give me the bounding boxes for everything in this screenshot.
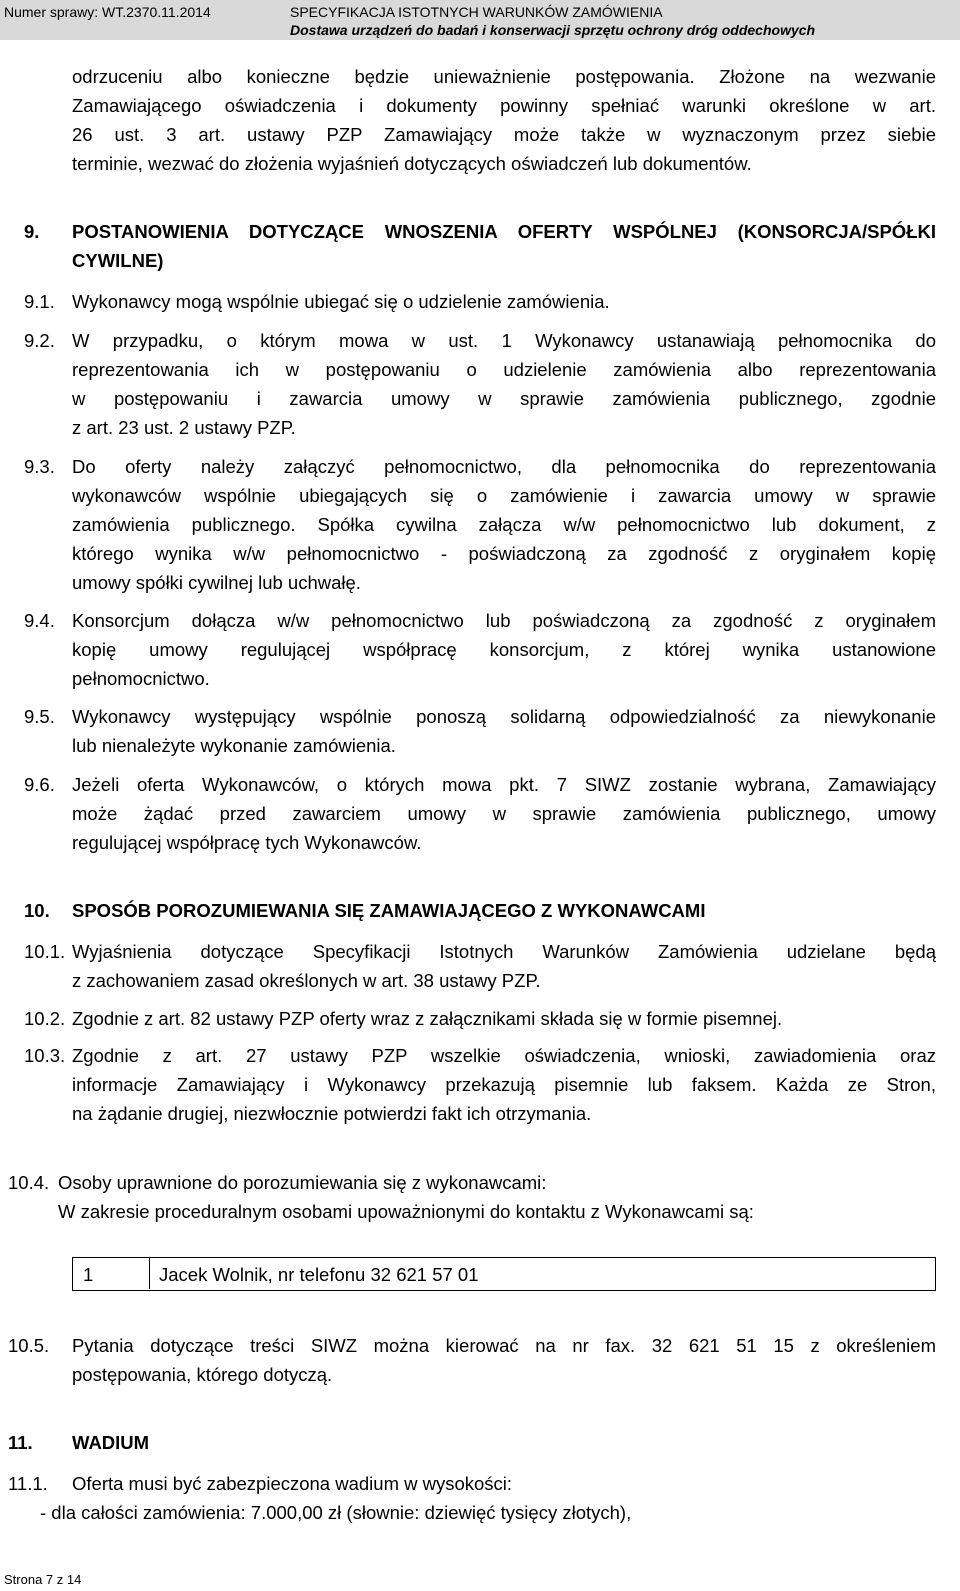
item-number: 9.4. [24,610,55,631]
item-text: Konsorcjum dołącza w/w pełnomocnictwo lub poświadczoną za zgodność z oryginałem [72,610,936,631]
item-text: lub nienależyte wykonanie zamówienia. [72,735,396,756]
contact-table-cell-no [73,1258,150,1289]
item-text: W przypadku, o którym mowa w ust. 1 Wykonawcy ustanawiają pełnomocnika do [72,330,936,351]
item-number: 10.1. [24,941,66,962]
item-text: Osoby uprawnione do porozumiewania się z wykonawcami: [58,1172,547,1193]
item-number: 10.5. [8,1335,50,1356]
intro-line: odrzuceniu albo konieczne będzie unieważnienie postępowania. Złożone na wezwanie [72,66,936,87]
contact-table [72,1257,936,1291]
case-number: Numer sprawy: WT.2370.11.2014 [4,4,211,20]
section-title: SPOSÓB POROZUMIEWANIA SIĘ ZAMAWIAJĄCEGO Z WYKONAWCAMI [72,900,706,921]
item-text: pełnomocnictwo. [72,668,210,689]
section-title: POSTANOWIENIA DOTYCZĄCE WNOSZENIA OFERTY WSPÓLNEJ (KONSORCJA/SPÓŁKI [72,221,936,242]
item-text: Zgodnie z art. 82 ustawy PZP oferty wraz z załącznikami składa się w formie pisemnej. [72,1008,783,1029]
item-text: z art. 23 ust. 2 ustawy PZP. [72,417,296,438]
page-header [0,0,960,40]
section-number: 9. [24,221,40,242]
intro-line: terminie, wezwać do złożenia wyjaśnień dotyczących oświadczeń lub dokumentów. [72,153,752,174]
item-text: na żądanie drugiej, niezwłocznie potwierdzi fakt ich otrzymania. [72,1103,592,1124]
item-text: Wykonawcy mogą wspólnie ubiegać się o udzielenie zamówienia. [72,291,610,312]
item-text: postępowania, którego dotyczą. [72,1364,333,1385]
item-text: Pytania dotyczące treści SIWZ można kierować na nr fax. 32 621 51 15 z określeniem [72,1335,936,1356]
item-text: może żądać przed zawarciem umowy w sprawie zamówienia publicznego, umowy [72,803,936,824]
contact-no: 1 [83,1264,94,1285]
header-subtitle: Dostawa urządzeń do badań i konserwacji sprzętu ochrony dróg oddechowych [290,22,816,38]
item-text: Jeżeli oferta Wykonawców, o których mowa pkt. 7 SIWZ zostanie wybrana, Zamawiający [72,774,936,795]
section-number: 10. [24,900,50,921]
item-number: 9.3. [24,456,55,477]
item-number: 9.2. [24,330,55,351]
item-number: 10.2. [24,1008,66,1029]
header-title: SPECYFIKACJA ISTOTNYCH WARUNKÓW ZAMÓWIENIA [290,4,663,20]
section-title: WADIUM [72,1432,150,1453]
wadium-amount: - dla całości zamówienia: 7.000,00 zł (słownie: dziewięć tysięcy złotych), [40,1502,632,1523]
item-text: kopię umowy regulującej współpracę konsorcjum, z której wynika ustanowione [72,639,936,660]
item-number: 9.1. [24,291,55,312]
item-text: Zgodnie z art. 27 ustawy PZP wszelkie oświadczenia, wnioski, zawiadomienia oraz [72,1045,936,1066]
item-number: 11.1. [8,1473,48,1494]
item-text: zamówienia publicznego. Spółka cywilna załącza w/w pełnomocnictwo lub dokument, z [72,514,936,535]
section-number: 11. [8,1432,33,1453]
item-text: reprezentowania ich w postępowaniu o udzielenie zamówienia albo reprezentowania [72,359,936,380]
item-number: 9.6. [24,774,55,795]
item-text: umowy spółki cywilnej lub uchwałę. [72,572,361,593]
item-text: Oferta musi być zabezpieczona wadium w wysokości: [72,1473,513,1494]
intro-line: 26 ust. 3 art. ustawy PZP Zamawiający może także w wyznaczonym przez siebie [72,124,936,145]
item-text: informacje Zamawiający i Wykonawcy przekazują pisemnie lub faksem. Każda ze Stron, [72,1074,936,1095]
item-text: wykonawców wspólnie ubiegających się o zamówienie i zawarcia umowy w sprawie [72,485,936,506]
item-text: którego wynika w/w pełnomocnictwo - poświadczoną za zgodność z oryginałem kopię [72,543,936,564]
item-text: Wykonawcy występujący wspólnie ponoszą solidarną odpowiedzialność za niewykonanie [72,706,936,727]
item-text: Do oferty należy załączyć pełnomocnictwo, dla pełnomocnika do reprezentowania [72,456,936,477]
item-number: 9.5. [24,706,55,727]
page-number: Strona 7 z 14 [4,1572,82,1587]
item-number: 10.3. [24,1045,66,1066]
item-number: 10.4. [8,1172,50,1193]
contact-person: Jacek Wolnik, nr telefonu 32 621 57 01 [159,1264,479,1285]
item-text: regulującej współpracę tych Wykonawców. [72,832,422,853]
item-text: w postępowaniu i zawarcia umowy w sprawie zamówienia publicznego, zgodnie [72,388,936,409]
contact-intro: W zakresie proceduralnym osobami upoważnionymi do kontaktu z Wykonawcami są: [58,1201,754,1222]
section-title-cont: CYWILNE) [72,250,164,271]
intro-line: Zamawiającego oświadczenia i dokumenty powinny spełniać warunki określone w art. [72,95,936,116]
item-text: z zachowaniem zasad określonych w art. 38 ustawy PZP. [72,970,541,991]
item-text: Wyjaśnienia dotyczące Specyfikacji Istotnych Warunków Zamówienia udzielane będą [72,941,936,962]
